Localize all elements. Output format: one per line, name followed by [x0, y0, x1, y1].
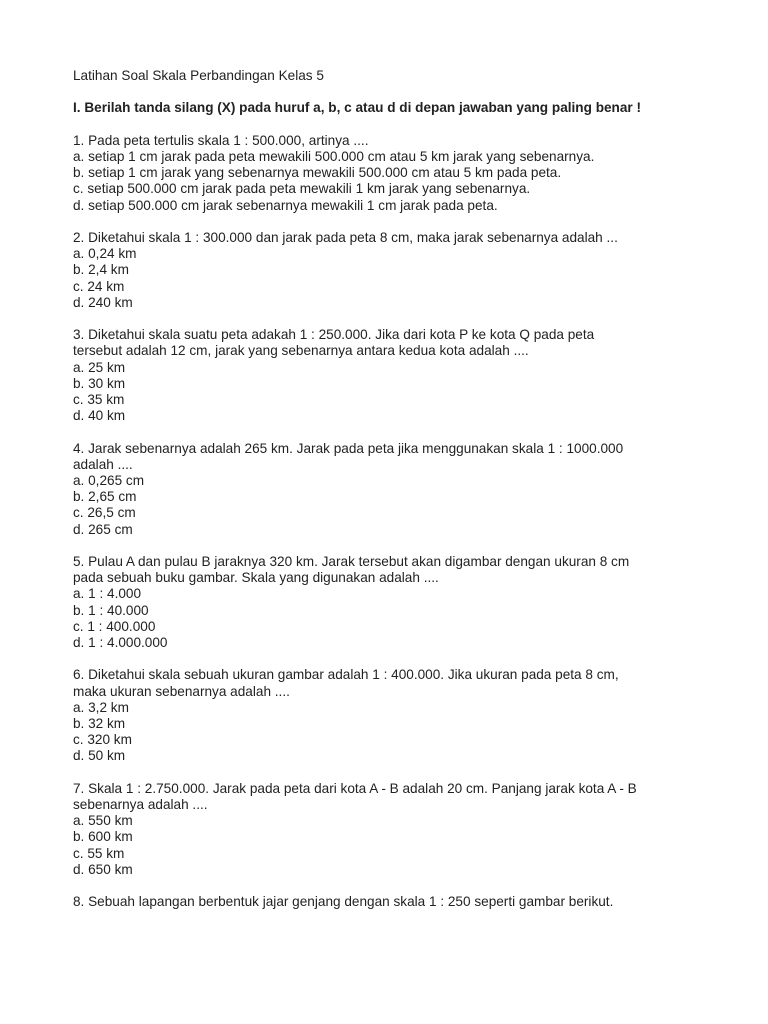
question-text-continued: tersebut adalah 12 cm, jarak yang sebenarnya antara kedua kota adalah ....: [73, 343, 529, 359]
option-b: b. 2,65 cm: [73, 489, 137, 505]
option-b: b. 30 km: [73, 375, 126, 391]
option-d: d. 1 : 4.000.000: [73, 635, 168, 651]
document-page: [73, 68, 733, 910]
question-8: [73, 894, 733, 910]
question-6: [73, 667, 733, 764]
option-c: c. 55 km: [73, 845, 125, 861]
option-c: c. 320 km: [73, 732, 132, 748]
question-text: 5. Pulau A dan pulau B jaraknya 320 km. Jarak tersebut akan digambar dengan ukuran 8 cm: [73, 554, 630, 569]
option-c: c. setiap 500.000 cm jarak pada peta mewakili 1 km jarak yang sebenarnya.: [73, 181, 531, 197]
option-b: b. 1 : 40.000: [73, 602, 149, 618]
option-c: c. 26,5 cm: [73, 505, 136, 521]
option-d: d. 650 km: [73, 861, 133, 877]
option-b: b. 32 km: [73, 716, 126, 732]
option-b: b. 2,4 km: [73, 262, 129, 278]
option-a: a. 0,24 km: [73, 246, 137, 262]
option-a: a. 550 km: [73, 813, 133, 829]
question-7: [73, 781, 733, 878]
question-4: [73, 441, 733, 538]
question-text-continued: pada sebuah buku gambar. Skala yang digunakan adalah ....: [73, 570, 439, 586]
document-title: Latihan Soal Skala Perbandingan Kelas 5: [73, 68, 324, 83]
option-b: b. 600 km: [73, 829, 133, 845]
option-a: a. 3,2 km: [73, 699, 129, 715]
question-text: 7. Skala 1 : 2.750.000. Jarak pada peta dari kota A - B adalah 20 cm. Panjang jarak kota A - B: [73, 780, 637, 796]
option-a: a. 25 km: [73, 359, 126, 375]
question-5: [73, 554, 733, 651]
option-c: c. 24 km: [73, 278, 125, 294]
instruction-text: I. Berilah tanda silang (X) pada huruf a, b, c atau d di depan jawaban yang paling benar !: [73, 100, 642, 116]
option-a: a. 1 : 4.000: [73, 586, 142, 602]
question-text: 1. Pada peta tertulis skala 1 : 500.000, artinya ....: [73, 132, 369, 148]
question-text-continued: sebenarnya adalah ....: [73, 797, 208, 813]
option-d: d. 50 km: [73, 748, 126, 764]
option-a: a. 0,265 cm: [73, 473, 145, 488]
question-3: [73, 327, 733, 424]
option-c: c. 35 km: [73, 392, 125, 407]
option-d: d. 40 km: [73, 408, 126, 424]
question-text: 4. Jarak sebenarnya adalah 265 km. Jarak pada peta jika menggunakan skala 1 : 1000.000: [73, 440, 624, 456]
question-text: 6. Diketahui skala sebuah ukuran gambar adalah 1 : 400.000. Jika ukuran pada peta 8 cm,: [73, 667, 619, 683]
question-text: 3. Diketahui skala suatu peta adakah 1 : 250.000. Jika dari kota P ke kota Q pada peta: [73, 327, 595, 343]
option-c: c. 1 : 400.000: [73, 618, 156, 634]
question-1: [73, 133, 733, 214]
option-d: d. 265 cm: [73, 521, 133, 537]
question-text: 2. Diketahui skala 1 : 300.000 dan jarak pada peta 8 cm, maka jarak sebenarnya adalah ...: [73, 229, 618, 245]
option-d: d. setiap 500.000 cm jarak sebenarnya mewakili 1 cm jarak pada peta.: [73, 197, 498, 213]
option-b: b. setiap 1 cm jarak yang sebenarnya mewakili 500.000 cm atau 5 km pada peta.: [73, 165, 562, 181]
option-d: d. 240 km: [73, 294, 133, 310]
question-text-continued: adalah ....: [73, 456, 133, 472]
question-text: 8. Sebuah lapangan berbentuk jajar genjang dengan skala 1 : 250 seperti gambar berikut.: [73, 894, 614, 910]
question-text-continued: maka ukuran sebenarnya adalah ....: [73, 683, 290, 699]
question-2: [73, 230, 733, 311]
option-a: a. setiap 1 cm jarak pada peta mewakili 500.000 cm atau 5 km jarak yang sebenarnya.: [73, 148, 595, 164]
